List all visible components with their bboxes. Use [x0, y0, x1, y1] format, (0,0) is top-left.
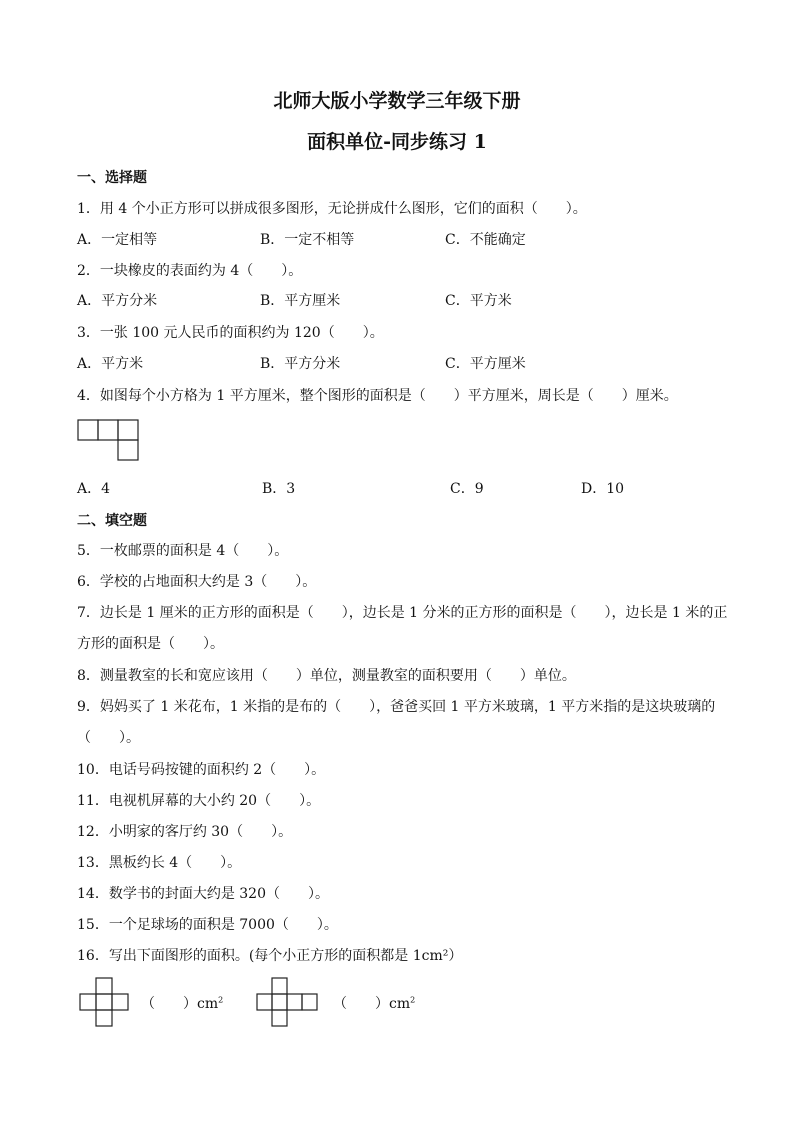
question-1: 1．用 4 个小正方形可以拼成很多图形，无论拼成什么图形，它们的面积（ ）。: [77, 201, 587, 217]
question-11: 11．电视机屏幕的大小约 20（ ）。: [77, 793, 321, 809]
q2-option-b: B．平方厘米: [260, 293, 341, 309]
question-15: 15．一个足球场的面积是 7000（ ）。: [77, 917, 338, 933]
question-13: 13．黑板约长 4（ ）。: [77, 855, 242, 871]
question-8: 8．测量教室的长和宽应该用（ ）单位，测量教室的面积要用（ ）单位。: [77, 668, 576, 684]
question-4: 4．如图每个小方格为 1 平方厘米，整个图形的面积是（ ）平方厘米，周长是（ ）厘米。: [77, 388, 678, 404]
q4-grid-figure: [78, 420, 140, 462]
q1-option-a: A．一定相等: [77, 232, 158, 248]
question-9-line-1: 9．妈妈买了 1 米花布，1 米指的是布的（ ），爸爸买回 1 平方米玻璃，1 平方米指的是这块玻璃的: [77, 699, 716, 715]
q4-option-b: B．3: [262, 481, 296, 497]
question-3: 3．一张 100 元人民币的面积约为 120（ ）。: [77, 325, 384, 341]
q4-option-d: D．10: [581, 481, 625, 497]
q3-option-a: A．平方米: [77, 356, 144, 372]
question-7-line-1: 7．边长是 1 厘米的正方形的面积是（ ），边长是 1 分米的正方形的面积是（ ），边长是 1 米的正: [77, 605, 728, 621]
q3-option-c: C．平方厘米: [445, 356, 526, 372]
q16-cross-figure: [80, 978, 128, 1026]
q1-option-b: B．一定不相等: [260, 232, 355, 248]
q16-net-figure: [257, 978, 319, 1026]
q2-option-c: C．平方米: [445, 293, 512, 309]
question-14: 14．数学书的封面大约是 320（ ）。: [77, 886, 329, 902]
question-12: 12．小明家的客厅约 30（ ）。: [77, 824, 293, 840]
question-6: 6．学校的占地面积大约是 3（ ）。: [77, 574, 317, 590]
section-heading-choice: 一、选择题: [77, 170, 147, 186]
q1-option-c: C．不能确定: [445, 232, 526, 248]
question-5: 5．一枚邮票的面积是 4（ ）。: [77, 543, 289, 559]
q16-answer-blank-2: （ ）$cm^2$: [333, 995, 416, 1012]
question-9-line-2: （ ）。: [77, 730, 140, 746]
q16-answer-blank-1: （ ）$cm^2$: [141, 995, 224, 1012]
q4-option-a: A．4: [77, 481, 111, 497]
question-10: 10．电话号码按键的面积约 2（ ）。: [77, 762, 326, 778]
question-16: 16．写出下面图形的面积。(每个小正方形的面积都是 1cm²）: [77, 948, 463, 964]
q3-option-b: B．平方分米: [260, 356, 341, 372]
q4-option-c: C．9: [450, 481, 484, 497]
q2-option-a: A．平方分米: [77, 293, 158, 309]
question-7-line-2: 方形的面积是（ ）。: [77, 636, 224, 652]
page-title: 北师大版小学数学三年级下册: [273, 90, 521, 112]
section-heading-fill: 二、填空题: [77, 513, 147, 529]
question-2: 2．一块橡皮的表面约为 4（ ）。: [77, 263, 303, 279]
page-subtitle: 面积单位-同步练习 1: [307, 131, 487, 153]
